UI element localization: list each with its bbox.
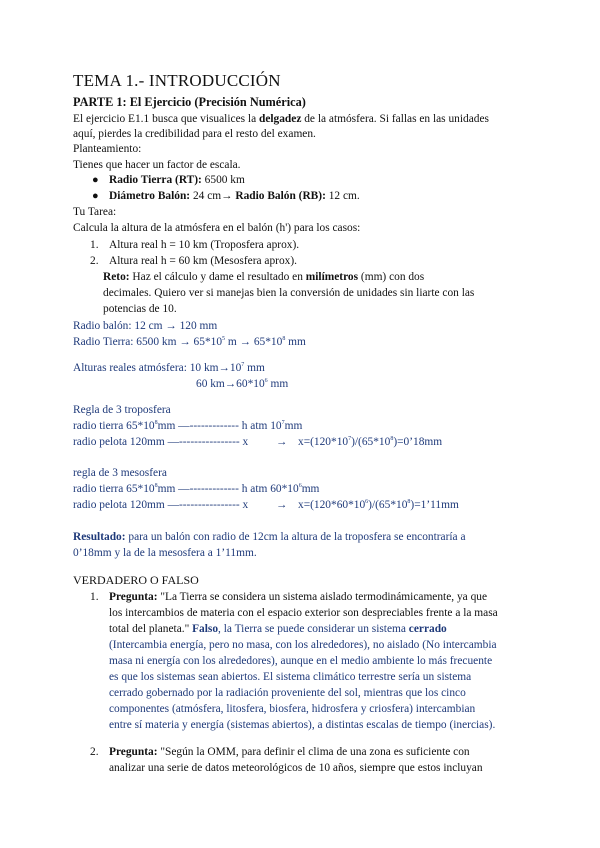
reto-line-1: Reto: Haz el cálculo y dame el resultado en milímetros (mm) con dos bbox=[103, 271, 425, 283]
troposfera-result: $x=(120*10^7)/(65*10^8)=0’18mm$ bbox=[298, 436, 443, 448]
q1-line-8: componentes (atmósfera, litosfera, biosfera, hidrosfera y criosfera) intercambian bbox=[109, 703, 476, 715]
intro-line-4: Tienes que hacer un factor de escala. bbox=[73, 159, 241, 171]
planteamiento-label: Planteamiento: bbox=[73, 143, 142, 155]
q1-line-4: (Intercambia energía, pero no masa, con los alrededores), no aislado (No intercambia bbox=[109, 639, 497, 651]
list-number: 1. bbox=[90, 239, 99, 251]
radio-tierra-line: Radio Tierra: 6500 km → $65*10^5$ $m \to 65*10^8$ mm bbox=[73, 336, 306, 348]
calcula-line: Calcula la altura de la atmósfera en el balón (h') para los casos: bbox=[73, 222, 361, 234]
reto-line-2: decimales. Quiero ver si manejas bien la conversión de unidades sin liarte con las bbox=[103, 287, 475, 299]
q1-line-3: total del planeta." Falso, la Tierra se puede considerar un sistema cerrado bbox=[109, 623, 447, 635]
q1-line-9: entre sí materia y energía (sistemas abiertos), a distintas escalas de tiempo (inercias). bbox=[109, 719, 496, 731]
q1-line-5: masa ni energía con los alrededores), aunque en el medio ambiente lo más frecuente bbox=[109, 655, 493, 667]
troposfera-line-2: radio pelota 120mm —---------------- x bbox=[73, 436, 249, 448]
page-title: TEMA 1.- INTRODUCCIÓN bbox=[73, 71, 281, 90]
bullet-icon: ● bbox=[92, 174, 99, 186]
alturas-line-2: 60 $km\to 60*10^6$ mm bbox=[196, 378, 289, 390]
arrow-icon: → bbox=[276, 436, 288, 448]
list-number: 1. bbox=[90, 591, 99, 603]
section-heading: PARTE 1: El Ejercicio (Precisión Numérica) bbox=[73, 95, 306, 109]
list-item-mesosfera: Altura real h = 60 km (Mesosfera aprox). bbox=[109, 255, 297, 267]
mesosfera-result: $x=(120*60*10^6)/(65*10^8)=1’11mm$ bbox=[298, 499, 459, 511]
mesosfera-line-2: radio pelota 120mm —---------------- x bbox=[73, 499, 249, 511]
q2-line-2: analizar una serie de datos meteorológicos de 10 años, siempre que estos incluyan bbox=[109, 762, 483, 774]
regla-troposfera-title: Regla de 3 troposfera bbox=[73, 404, 171, 416]
list-item-troposfera: Altura real h = 10 km (Troposfera aprox). bbox=[109, 239, 300, 251]
resultado-line-1: Resultado: para un balón con radio de 12cm la altura de la troposfera se encontraría a bbox=[73, 531, 466, 543]
q2-line-1: Pregunta: "Según la OMM, para definir el clima de una zona es suficiente con bbox=[109, 746, 470, 758]
resultado-line-2: 0’18mm y la de la mesosfera a 1’11mm. bbox=[73, 547, 257, 559]
regla-mesosfera-title: regla de 3 mesosfera bbox=[73, 467, 167, 479]
bullet-icon: ● bbox=[92, 190, 99, 202]
arrow-icon: → bbox=[276, 499, 288, 511]
tarea-label: Tu Tarea: bbox=[73, 206, 117, 218]
bullet-diametro-balon: Diámetro Balón: 24 cm→ Radio Balón (RB): 12 cm. bbox=[109, 190, 360, 202]
reto-line-3: potencias de 10. bbox=[103, 303, 177, 315]
list-number: 2. bbox=[90, 746, 99, 758]
troposfera-line-1: radio tierra $65*10^8mm$ —------------- h atm $10^7mm$ bbox=[73, 420, 303, 432]
mesosfera-line-1: radio tierra $65*10^8mm$ —------------- h atm $60*10^6mm$ bbox=[73, 483, 320, 495]
q1-line-7: cerrado gobernado por la radiación proveniente del sol, mientras que los cinco bbox=[109, 687, 466, 699]
vf-heading: VERDADERO O FALSO bbox=[73, 573, 199, 587]
intro-line-2: aquí, pierdes la credibilidad para el resto del examen. bbox=[73, 128, 316, 140]
intro-line-1: El ejercicio E1.1 busca que visualices la delgadez de la atmósfera. Si fallas en las unidades bbox=[73, 113, 489, 125]
bullet-radio-tierra: Radio Tierra (RT): 6500 km bbox=[109, 174, 245, 186]
q1-line-2: los intercambios de materia con el espacio exterior son despreciables frente a la masa bbox=[109, 607, 498, 619]
q1-line-6: es que los sistemas sean abiertos. El sistema climático terrestre sería un sistema bbox=[109, 671, 472, 683]
q1-line-1: Pregunta: "La Tierra se considera un sistema aislado termodinámicamente, ya que bbox=[109, 591, 488, 603]
alturas-line-1: Alturas reales atmósfera: 10 $km\to 10^7$ mm bbox=[73, 362, 265, 374]
radio-balon-line: Radio balón: 12 cm → 120 mm bbox=[73, 320, 218, 332]
list-number: 2. bbox=[90, 255, 99, 267]
